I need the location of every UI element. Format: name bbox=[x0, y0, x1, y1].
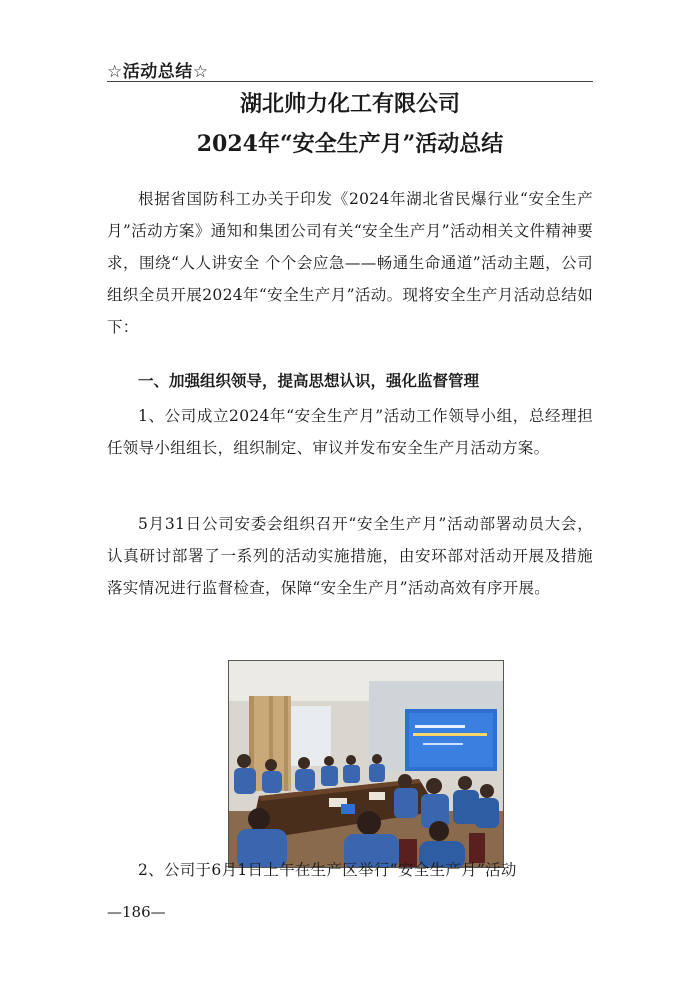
intro-paragraph: 根据省国防科工办关于印发《2024年湖北省民爆行业“安全生产月”活动方案》通知和集团公司有关“安全生产月”活动相关文件精神要求，围绕“人人讲安全 个个会应急——畅通生命通道”活动主题，公司组织全员开展2024年“安全生产月”活动。现将安全生产月活动总结如下： bbox=[107, 190, 593, 336]
header-divider bbox=[107, 81, 593, 82]
item-1-continued-paragraph: 5月31日公司安委会组织召开“安全生产月”活动部署动员大会，认真研讨部署了一系列的活动实施措施，由安环部对活动开展及措施落实情况进行监督检查，保障“安全生产月”活动高效有序开展。 bbox=[107, 515, 593, 597]
section-tag: ☆活动总结☆ bbox=[107, 62, 209, 82]
item-2-paragraph: 2、公司于6月1日上午在生产区举行“安全生产月”活动 bbox=[138, 861, 517, 879]
item-1-paragraph: 1、公司成立2024年“安全生产月”活动工作领导小组，总经理担任领导小组组长，组织制定、审议并发布安全生产月活动方案。 bbox=[107, 407, 593, 457]
page-number: —186— bbox=[107, 903, 166, 921]
document-title-company: 湖北帅力化工有限公司 bbox=[239, 91, 460, 117]
screen-text-line bbox=[415, 725, 465, 728]
meeting-photo bbox=[228, 660, 504, 868]
document-title-subject: 2024年“安全生产月”活动总结 bbox=[196, 131, 504, 157]
section-heading-1: 一、加强组织领导，提高思想认识，强化监督管理 bbox=[138, 372, 480, 390]
